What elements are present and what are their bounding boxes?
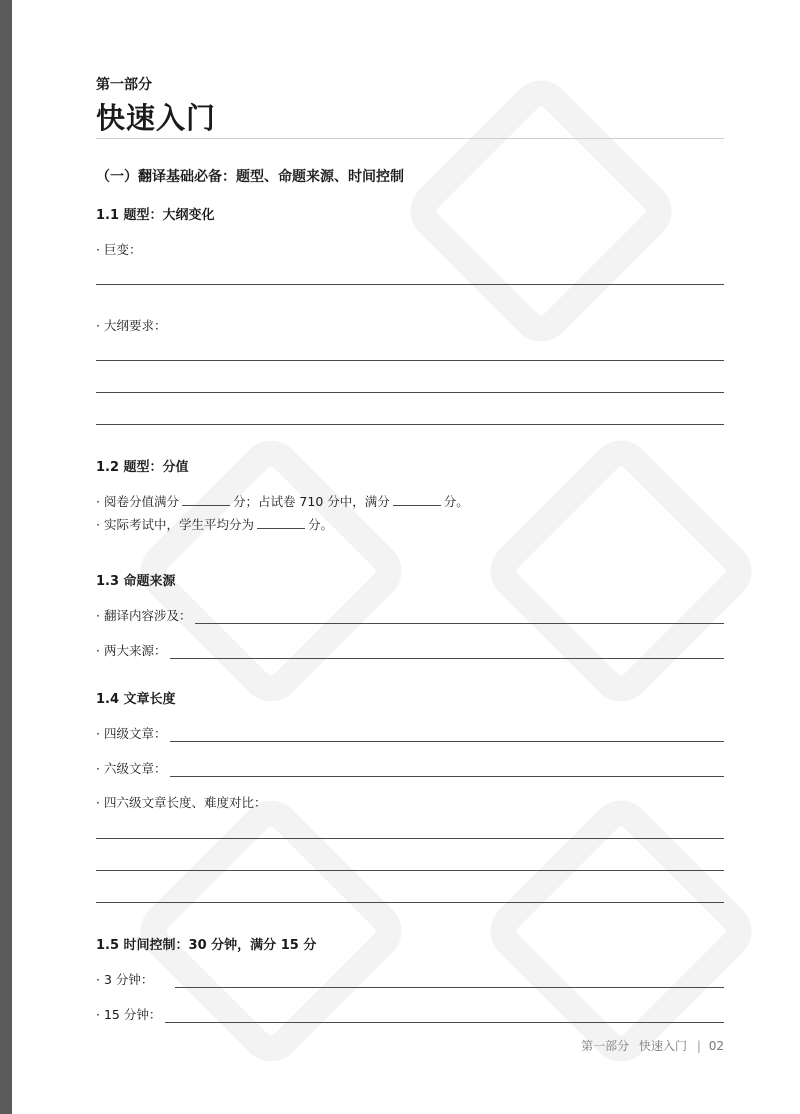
item-row-cet4 bbox=[96, 724, 724, 742]
score-line-2 bbox=[96, 515, 333, 533]
answer-line bbox=[96, 284, 724, 285]
answer-line bbox=[96, 392, 724, 393]
item-row-sources bbox=[96, 641, 724, 659]
heading-1-5: 1.5 时间控制：30 分钟，满分 15 分 bbox=[96, 938, 317, 953]
item-label-3min: · 3 分钟： bbox=[96, 972, 154, 987]
heading-1-2: 1.2 题型：分值 bbox=[96, 460, 189, 475]
footer-separator: | bbox=[696, 1039, 701, 1053]
fill-blank bbox=[257, 517, 305, 529]
answer-line bbox=[165, 1008, 724, 1023]
item-label-syllabus: · 大纲要求： bbox=[96, 318, 167, 333]
page-title: 快速入门 bbox=[96, 101, 217, 135]
answer-line bbox=[170, 727, 724, 742]
score-text-d: · 实际考试中，学生平均分为 bbox=[96, 517, 254, 532]
item-label-sources: · 两大来源： bbox=[96, 643, 167, 658]
page-edge-bar bbox=[0, 0, 12, 1114]
item-label-content: · 翻译内容涉及： bbox=[96, 608, 192, 623]
heading-1-3: 1.3 命题来源 bbox=[96, 574, 176, 589]
page-number: 02 bbox=[708, 1039, 724, 1053]
answer-line bbox=[175, 973, 724, 988]
heading-1-4: 1.4 文章长度 bbox=[96, 692, 176, 707]
answer-line bbox=[195, 609, 724, 624]
answer-line bbox=[96, 424, 724, 425]
section-heading: （一）翻译基础必备：题型、命题来源、时间控制 bbox=[96, 169, 404, 185]
score-text-c: 分。 bbox=[443, 494, 469, 509]
answer-line bbox=[170, 644, 724, 659]
page-footer bbox=[581, 1037, 724, 1054]
item-row-15min bbox=[96, 1005, 724, 1023]
fill-blank bbox=[182, 494, 230, 506]
item-row-3min bbox=[96, 970, 724, 988]
fill-blank bbox=[393, 494, 441, 506]
score-text-e: 分。 bbox=[307, 517, 333, 532]
item-row-content bbox=[96, 606, 724, 624]
footer-part: 第一部分 bbox=[581, 1039, 630, 1053]
answer-line bbox=[170, 762, 724, 777]
page-content bbox=[96, 0, 724, 1114]
item-label-15min: · 15 分钟： bbox=[96, 1007, 162, 1022]
answer-line bbox=[96, 838, 724, 839]
item-row-cet6 bbox=[96, 759, 724, 777]
title-divider bbox=[96, 138, 724, 139]
part-label: 第一部分 bbox=[96, 77, 152, 93]
item-label-cet6: · 六级文章： bbox=[96, 761, 167, 776]
answer-line bbox=[96, 902, 724, 903]
score-line-1 bbox=[96, 492, 469, 510]
score-text-a: · 阅卷分值满分 bbox=[96, 494, 179, 509]
footer-title: 快速入门 bbox=[639, 1039, 688, 1053]
item-label-cet4: · 四级文章： bbox=[96, 726, 167, 741]
heading-1-1: 1.1 题型：大纲变化 bbox=[96, 208, 215, 223]
item-label-jubian: · 巨变： bbox=[96, 242, 142, 257]
answer-line bbox=[96, 870, 724, 871]
item-label-compare: · 四六级文章长度、难度对比： bbox=[96, 795, 267, 810]
answer-line bbox=[96, 360, 724, 361]
score-text-b: 分；占试卷 710 分中，满分 bbox=[232, 494, 390, 509]
